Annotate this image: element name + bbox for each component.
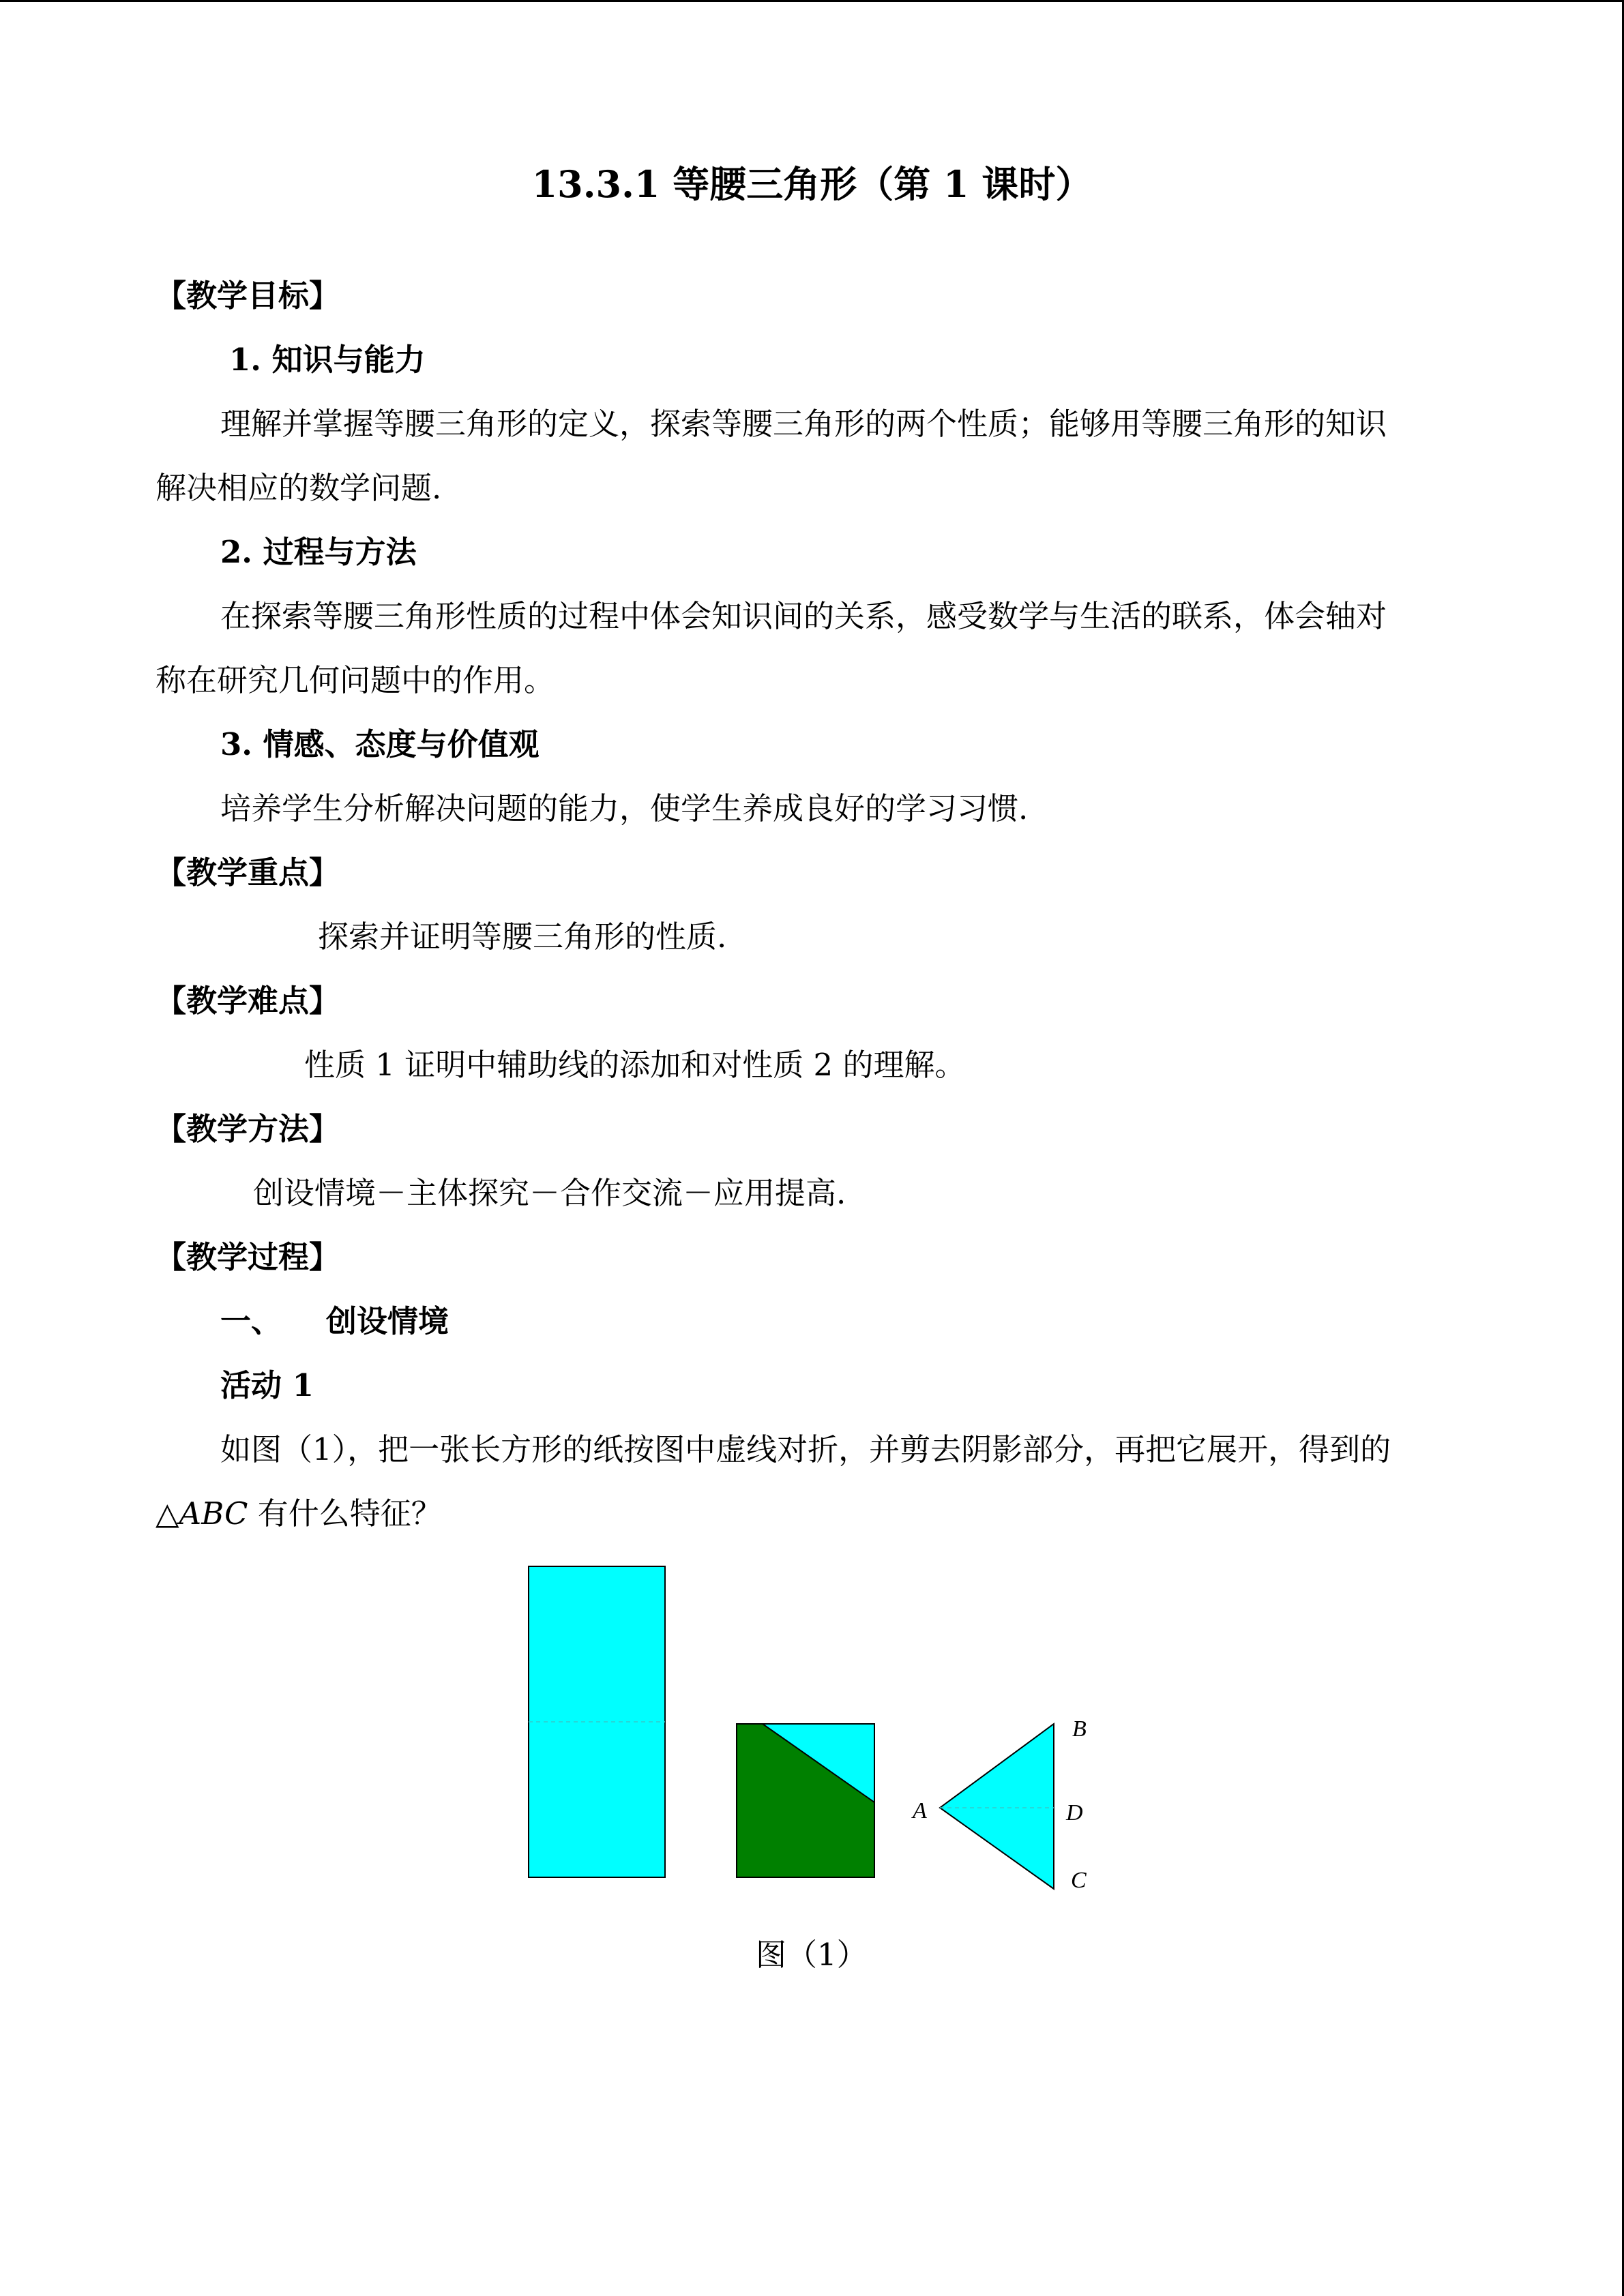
figure-caption: 图（1） — [756, 1937, 868, 1973]
label-c: C — [1071, 1868, 1087, 1893]
key-points-text: 探索并证明等腰三角形的性质. — [318, 919, 727, 955]
objective-1-heading: 1. 知识与能力 — [229, 342, 426, 378]
difficulty-text: 性质 1 证明中辅助线的添加和对性质 2 的理解。 — [304, 1047, 966, 1083]
label-d: D — [1066, 1800, 1083, 1825]
objective-2-heading: 2. 过程与方法 — [220, 534, 417, 570]
objective-2-line-2: 称在研究几何问题中的作用。 — [156, 662, 555, 698]
step-1-number: 一、 — [220, 1303, 282, 1339]
objective-1-line-2: 解决相应的数学问题. — [156, 470, 442, 506]
objectives-heading: 【教学目标】 — [156, 278, 340, 314]
triangle-abc — [940, 1724, 1054, 1889]
objective-2-line-1: 在探索等腰三角形性质的过程中体会知识间的关系，感受数学与生活的联系，体会轴对 — [220, 598, 1387, 634]
step-1-title: 创设情境 — [326, 1303, 449, 1339]
objective-1-line-1: 理解并掌握等腰三角形的定义，探索等腰三角形的两个性质；能够用等腰三角形的知识 — [220, 406, 1387, 442]
objective-3-line-1: 培养学生分析解决问题的能力，使学生养成良好的学习习惯. — [220, 790, 1029, 826]
method-heading: 【教学方法】 — [156, 1111, 340, 1147]
activity-1-heading: 活动 1 — [220, 1367, 314, 1403]
label-a: A — [913, 1798, 927, 1823]
key-points-heading: 【教学重点】 — [156, 854, 340, 891]
activity-1-line-2-rest: 有什么特征？ — [248, 1495, 442, 1532]
triangle-abc-symbol: △ABC — [156, 1495, 248, 1532]
objective-3-heading: 3. 情感、态度与价值观 — [220, 726, 540, 762]
process-heading: 【教学过程】 — [156, 1239, 340, 1275]
difficulty-heading: 【教学难点】 — [156, 983, 340, 1019]
method-text: 创设情境－主体探究－合作交流－应用提高. — [253, 1175, 846, 1211]
activity-1-line-1: 如图（1），把一张长方形的纸按图中虚线对折，并剪去阴影部分，再把它展开，得到的 — [220, 1431, 1391, 1467]
page-title: 13.3.1 等腰三角形（第 1 课时） — [531, 162, 1093, 206]
label-b: B — [1072, 1716, 1087, 1742]
